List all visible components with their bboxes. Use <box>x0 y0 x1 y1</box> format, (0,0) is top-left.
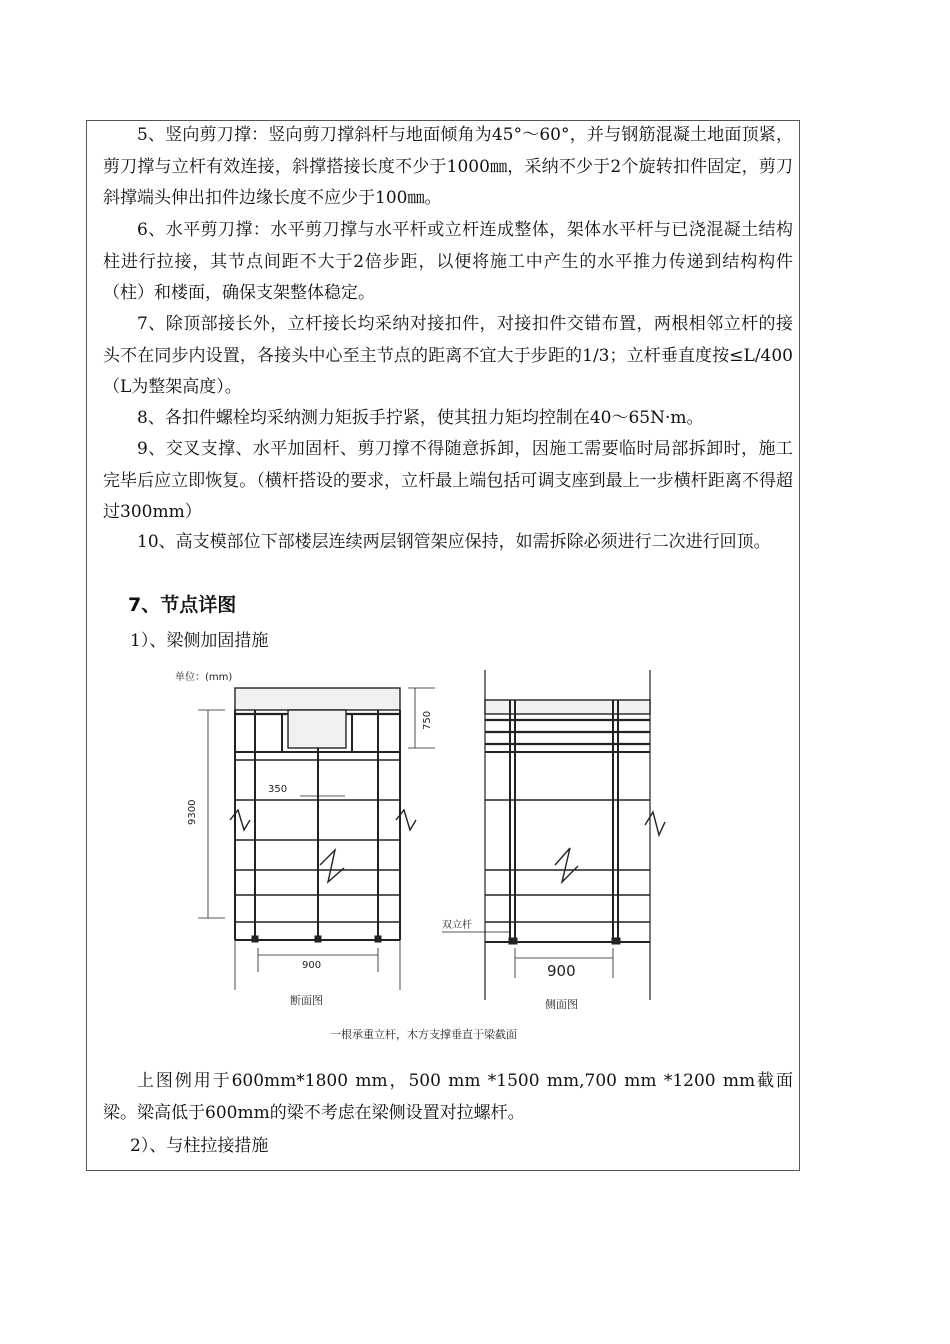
application-note: 上图例用于600mm*1800 mm，500 mm *1500 mm,700 mm *1200 mm截面梁。梁高低于600mm的梁不考虑在梁侧设置对拉螺杆。 <box>103 1071 793 1123</box>
paragraph-no-dismantling: 9、交叉支撑、水平加固杆、剪刀撑不得随意拆卸，因施工需要临时局部拆卸时，施工完毕后应立即恢复。（横杆搭设的要求，立杆最上端包括可调支座到最上一步横杆距离不得超过300mm） <box>103 439 793 522</box>
double-pole-label: 双立杆 <box>442 920 472 931</box>
unit-label: 单位：(mm) <box>175 672 233 683</box>
subsection-beam-side: 1）、梁侧加固措施 <box>130 631 269 651</box>
dim-900-left: 900 <box>302 960 322 971</box>
dim-350: 350 <box>268 784 288 795</box>
dim-9300: 9300 <box>187 799 198 825</box>
figure-caption: 一根承重立杆，木方支撑垂直于梁截面 <box>330 1028 517 1041</box>
node-detail-figure <box>160 660 680 1050</box>
paragraph-vertical-bracing: 5、竖向剪刀撑：竖向剪刀撑斜杆与地面倾角为45°～60°，并与钢筋混凝土地面顶紧，剪刀撑与立杆有效连接，斜撑搭接长度不少于1000㎜，采纳不少于2个旋转扣件固定，剪刀斜撑端头伸出扣件边缘长度不应少于100㎜。 <box>103 125 793 208</box>
paragraph-horizontal-bracing: 6、水平剪刀撑：水平剪刀撑与水平杆或立杆连成整体，架体水平杆与已浇混凝土结构柱进行拉接，其节点间距不大于2倍步距，以便将施工中产生的水平推力传递到结构构件（柱）和楼面，确保支架整体稳定。 <box>103 220 793 303</box>
subsection-column-tie: 2）、与柱拉接措施 <box>130 1136 269 1156</box>
paragraph-bolt-torque: 8、各扣件螺栓均采纳测力矩扳手拧紧，使其扭力矩均控制在40～65N·m。 <box>137 408 704 428</box>
paragraph-reshoring: 10、高支模部位下部楼层连续两层钢管架应保持，如需拆除必须进行二次进行回顶。 <box>137 532 771 552</box>
dim-750: 750 <box>422 710 433 730</box>
section-heading: 7、节点详图 <box>128 594 237 616</box>
paragraph-pole-splicing: 7、除顶部接长外，立杆接长均采纳对接扣件，对接扣件交错布置，两根相邻立杆的接头不在同步内设置，各接头中心至主节点的距离不宜大于步距的1/3；立杆垂直度按≤L/400（L为整架高度）。 <box>103 314 793 397</box>
side-view-caption: 侧面图 <box>545 998 578 1011</box>
section-view-caption: 断面图 <box>290 994 323 1007</box>
dim-900-right: 900 <box>547 962 576 980</box>
